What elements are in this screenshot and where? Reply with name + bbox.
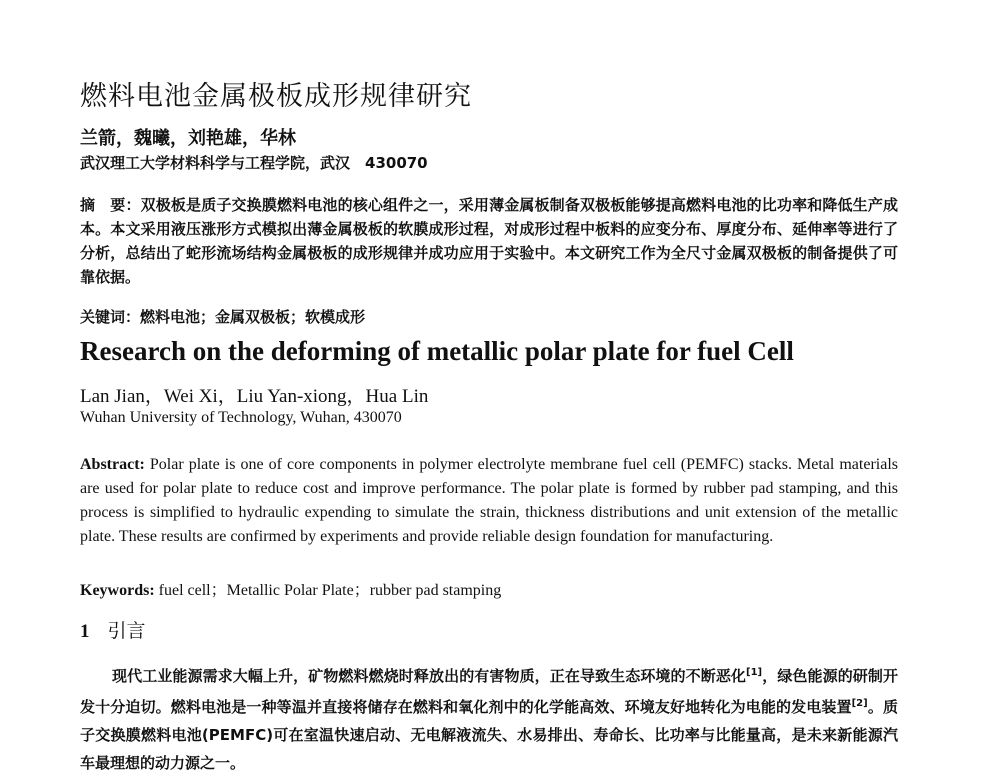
chinese-affiliation: 武汉理工大学材料科学与工程学院，武汉 430070 (80, 154, 428, 172)
english-abstract-text: Polar plate is one of core components in polymer electrolyte membrane fuel cell (PEMFC) stacks. Metal materials are used for polar plate to reduce cost and improve performance. The polar plate is formed by rubber pad stamping, and this process is simplified to hydraulic expending to simulate the strain, thickness distributions and unit extension of the metallic plate. These results are confirmed by experiments and provide reliable design foundation for manufacturing. (80, 456, 898, 545)
chinese-abstract-text: 双极板是质子交换膜燃料电池的核心组件之一，采用薄金属板制备双极板能够提高燃料电池的比功率和降低生产成本。本文采用液压涨形方式模拟出薄金属极板的软膜成形过程，对成形过程中板料的应变分布、厚度分布、延伸率等进行了分析，总结出了蛇形流场结构金属极板的成形规律并成功应用于实验中。本文研究工作为全尺寸金属双极板的制备提供了可靠依据。 (80, 196, 898, 286)
section-number: 1 (80, 621, 90, 642)
english-abstract-label: Abstract: (80, 456, 145, 473)
citation-ref-2[interactable]: [2] (851, 698, 868, 709)
chinese-keywords-label: 关键词： (80, 308, 141, 326)
citation-ref-1[interactable]: [1] (746, 667, 763, 678)
body-paragraph (80, 659, 898, 777)
chinese-title: 燃料电池金属极板成形规律研究 (80, 81, 472, 112)
chinese-authors: 兰箭，魏曦，刘艳雄，华林 (80, 128, 296, 149)
english-authors: Lan Jian，Wei Xi，Liu Yan-xiong，Hua Lin (80, 386, 429, 407)
english-title: Research on the deforming of metallic polar plate for fuel Cell (80, 336, 794, 366)
english-keywords-text: fuel cell；Metallic Polar Plate；rubber pad stamping (154, 582, 502, 599)
section-heading (80, 616, 146, 643)
chinese-keywords-text: 燃料电池；金属双极板；软模成形 (140, 308, 366, 326)
body-text-part-3: 。质子交换膜燃料电池(PEMFC)可在室温快速启动、无电解液流失、水易排出、寿命长、比功率与比能量高，是未来新能源汽车最理想的动力源之一。 (80, 698, 898, 772)
english-keywords (80, 577, 501, 600)
chinese-abstract-label: 摘 要： (80, 196, 141, 214)
english-keywords-label: Keywords: (80, 582, 155, 599)
body-text-part-1: 现代工业能源需求大幅上升，矿物燃料燃烧时释放出的有害物质，正在导致生态环境的不断恶化 (112, 667, 747, 685)
english-affiliation: Wuhan University of Technology, Wuhan, 430070 (80, 409, 402, 426)
body-text-part-2: ，绿色能源的研制开发十分迫切。燃料电池是一种等温并直接将储存在燃料和氧化剂中的化学能高效、环境友好地转化为电能的发电装置 (80, 667, 898, 716)
chinese-keywords (80, 306, 365, 327)
english-abstract (80, 453, 898, 549)
chinese-abstract (80, 193, 898, 289)
section-title: 引言 (107, 620, 146, 642)
